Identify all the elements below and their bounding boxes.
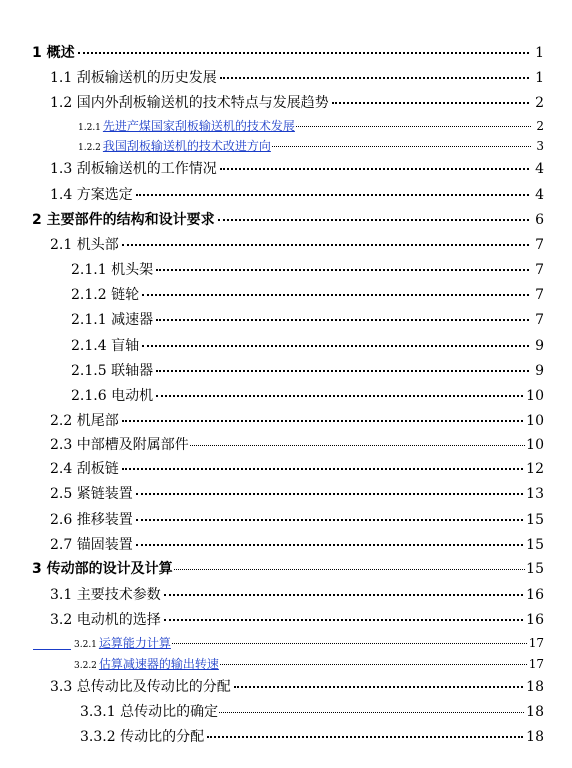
toc-entry-title: 2.1.5 联轴器 — [71, 363, 154, 379]
toc-entry[interactable] — [50, 94, 544, 112]
toc-entry-number: 3.2.1 — [74, 640, 97, 650]
toc-entry-page: 7 — [535, 312, 544, 328]
toc-entry-page: 15 — [526, 512, 544, 528]
toc-entry[interactable] — [50, 412, 544, 430]
toc-entry-page: 10 — [526, 388, 544, 404]
toc-entry[interactable] — [71, 311, 544, 329]
dot-leader — [156, 269, 529, 271]
toc-entry-page: 15 — [526, 537, 544, 553]
toc-entry-page: 13 — [526, 486, 544, 502]
toc-entry-page: 18 — [526, 679, 544, 695]
toc-entry-page: 6 — [535, 212, 544, 228]
toc-entry[interactable] — [50, 536, 544, 554]
toc-entry-page: 2 — [536, 119, 544, 133]
toc-entry[interactable] — [71, 337, 544, 355]
toc-entry-title: 1.3 刮板输送机的工作情况 — [50, 161, 217, 177]
toc-entry-title — [74, 655, 219, 675]
toc-entry-title: 3.3 总传动比及传动比的分配 — [50, 679, 231, 695]
toc-entry-title: 1.2 国内外刮板输送机的技术特点与发展趋势 — [50, 95, 329, 111]
toc-entry[interactable] — [50, 236, 544, 254]
toc-entry-page: 12 — [526, 461, 544, 477]
toc-entry[interactable] — [50, 69, 544, 87]
toc-entry-link[interactable]: 我国刮板输送机的技术改进方向 — [102, 139, 271, 153]
toc-entry-title: 2.1.2 链轮 — [71, 287, 140, 303]
toc-entry-title: 2.2 机尾部 — [50, 413, 119, 429]
toc-entry[interactable] — [74, 655, 544, 675]
toc-entry-title: 3.2 电动机的选择 — [50, 612, 161, 628]
dot-leader — [272, 146, 531, 147]
toc-entry-title: 3 传动部的设计及计算 — [32, 561, 173, 577]
toc-entry-page: 7 — [535, 262, 544, 278]
toc-entry-number: 3.2.2 — [74, 661, 97, 671]
dot-leader — [172, 643, 528, 644]
toc-entry[interactable] — [50, 511, 544, 529]
dot-leader — [122, 244, 529, 246]
toc-entry[interactable] — [50, 586, 544, 604]
toc-entry-page: 10 — [526, 413, 544, 429]
toc-entry-title: 1.1 刮板输送机的历史发展 — [50, 70, 217, 86]
toc-entry-title: 3.3.1 总传动比的确定 — [80, 704, 219, 720]
toc-entry-page: 4 — [535, 187, 544, 203]
dot-leader — [190, 445, 525, 446]
toc-entry[interactable] — [50, 186, 544, 204]
toc-entry[interactable] — [74, 634, 544, 654]
toc-entry-title: 2.1 机头部 — [50, 237, 119, 253]
toc-entry-title: 2.4 刮板链 — [50, 461, 119, 477]
toc-entry-page: 15 — [526, 561, 544, 577]
toc-entry-page: 1 — [535, 70, 544, 86]
toc-entry-title: 1 概述 — [32, 45, 75, 61]
dot-leader — [78, 52, 529, 54]
dot-leader — [156, 319, 529, 321]
toc-entry-page: 16 — [526, 612, 544, 628]
link-underline-stub — [33, 649, 71, 650]
dot-leader — [296, 126, 531, 127]
toc-entry-title — [78, 137, 271, 157]
dot-leader — [122, 468, 523, 470]
toc-entry[interactable] — [71, 362, 544, 380]
dot-leader — [136, 519, 523, 521]
dot-leader — [136, 544, 523, 546]
dot-leader — [220, 664, 528, 665]
toc-entry[interactable] — [71, 387, 544, 405]
dot-leader — [332, 102, 529, 104]
toc-entry-title: 2.6 推移装置 — [50, 512, 133, 528]
toc-entry-page: 2 — [535, 95, 544, 111]
toc-entry-title: 2.1.6 电动机 — [71, 388, 154, 404]
dot-leader — [220, 168, 529, 170]
dot-leader — [218, 219, 529, 221]
toc-entry-number: 1.2.2 — [78, 143, 101, 153]
toc-entry-page: 18 — [526, 729, 544, 745]
dot-leader — [220, 77, 529, 79]
toc-entry-title: 3.1 主要技术参数 — [50, 587, 161, 603]
toc-entry-number: 1.2.1 — [78, 123, 101, 133]
toc-entry[interactable] — [32, 560, 544, 578]
toc-entry-title: 2.1.4 盲轴 — [71, 338, 140, 354]
toc-entry-title: 2.7 锚固装置 — [50, 537, 133, 553]
toc-entry-page: 17 — [528, 636, 544, 650]
toc-entry-title: 2.5 紧链装置 — [50, 486, 133, 502]
dot-leader — [234, 686, 523, 688]
toc-entry-page: 18 — [526, 704, 544, 720]
toc-entry[interactable] — [50, 611, 544, 629]
toc-entry-title — [78, 117, 295, 137]
dot-leader — [174, 569, 526, 570]
toc-entry[interactable] — [80, 728, 544, 746]
toc-entry[interactable] — [50, 678, 544, 696]
dot-leader — [142, 294, 529, 296]
toc-entry[interactable] — [32, 211, 544, 229]
toc-entry[interactable] — [50, 485, 544, 503]
toc-entry-page: 17 — [528, 657, 544, 671]
toc-entry-page: 9 — [535, 338, 544, 354]
dot-leader — [136, 493, 523, 495]
toc-entry-title: 2.1.1 减速器 — [71, 312, 154, 328]
dot-leader — [142, 345, 529, 347]
dot-leader — [122, 420, 523, 422]
toc-entry-link[interactable]: 先进产煤国家刮板输送机的技术发展 — [102, 119, 295, 133]
toc-entry-title: 2 主要部件的结构和设计要求 — [32, 212, 215, 228]
toc-entry-page: 1 — [535, 45, 544, 61]
dot-leader — [136, 194, 529, 196]
toc-entry-page: 10 — [526, 437, 544, 453]
dot-leader — [219, 712, 525, 713]
toc-entry-title: 3.3.2 传动比的分配 — [80, 729, 205, 745]
toc-entry[interactable] — [50, 436, 544, 454]
toc-entry-page: 3 — [536, 139, 544, 153]
toc-entry-title — [74, 634, 171, 654]
toc-entry[interactable] — [78, 137, 544, 157]
toc-entry[interactable] — [80, 703, 544, 721]
toc-entry-link[interactable]: 运算能力计算 — [98, 636, 171, 650]
toc-entry[interactable] — [50, 160, 544, 178]
toc-entry[interactable] — [78, 117, 544, 137]
toc-entry[interactable] — [32, 44, 544, 62]
dot-leader — [164, 619, 523, 621]
toc-entry-title: 2.1.1 机头架 — [71, 262, 154, 278]
dot-leader — [207, 736, 523, 738]
toc-entry-page: 9 — [535, 363, 544, 379]
dot-leader — [164, 594, 523, 596]
toc-entry[interactable] — [71, 286, 544, 304]
toc-entry-page: 16 — [526, 587, 544, 603]
toc-entry-title: 2.3 中部槽及附属部件 — [50, 437, 189, 453]
toc-entry-page: 7 — [535, 287, 544, 303]
toc-entry-page: 4 — [535, 161, 544, 177]
toc-entry[interactable] — [50, 460, 544, 478]
toc-entry-page: 7 — [535, 237, 544, 253]
dot-leader — [156, 395, 523, 397]
toc-entry-title: 1.4 方案选定 — [50, 187, 133, 203]
dot-leader — [156, 370, 529, 372]
toc-entry-link[interactable]: 估算减速器的输出转速 — [98, 657, 219, 671]
toc-entry[interactable] — [71, 261, 544, 279]
